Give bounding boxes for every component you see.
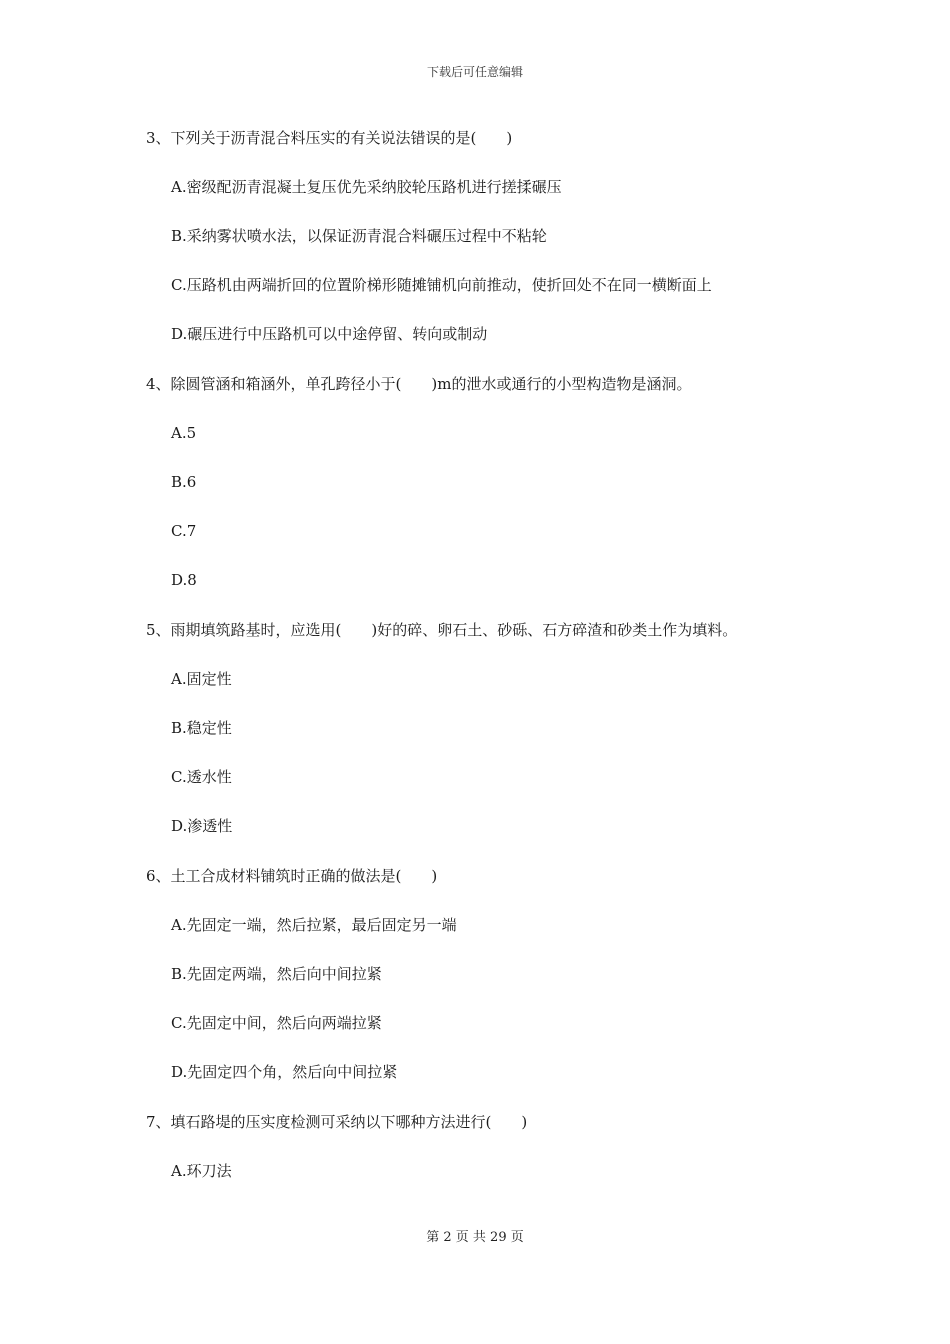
question-3-option-c: C.压路机由两端折回的位置阶梯形随摊铺机向前推动，使折回处不在同一横断面上 [171, 276, 712, 294]
page-footer: 第 2 页 共 29 页 [426, 1230, 524, 1245]
question-6-stem: 6、土工合成材料铺筑时正确的做法是( ) [146, 867, 438, 885]
question-4-option-d: D.8 [171, 571, 197, 589]
question-4-option-b: B.6 [171, 473, 197, 491]
question-6-option-b: B.先固定两端，然后向中间拉紧 [171, 965, 382, 983]
question-4-stem: 4、除圆管涵和箱涵外，单孔跨径小于( )m的泄水或通行的小型构造物是涵洞。 [146, 375, 692, 393]
question-6-option-d: D.先固定四个角，然后向中间拉紧 [171, 1063, 398, 1081]
question-6-option-a: A.先固定一端，然后拉紧，最后固定另一端 [171, 916, 457, 934]
question-4-option-c: C.7 [171, 522, 197, 540]
question-6-option-c: C.先固定中间，然后向两端拉紧 [171, 1014, 382, 1032]
question-3-stem: 3、下列关于沥青混合料压实的有关说法错误的是( ) [146, 129, 513, 147]
question-3-option-d: D.碾压进行中压路机可以中途停留、转向或制动 [171, 325, 488, 343]
question-3-option-b: B.采纳雾状喷水法，以保证沥青混合料碾压过程中不粘轮 [171, 227, 547, 245]
page-header: 下载后可任意编辑 [426, 65, 523, 79]
question-5-option-d: D.渗透性 [171, 817, 233, 835]
question-3-option-a: A.密级配沥青混凝土复压优先采纳胶轮压路机进行搓揉碾压 [171, 178, 562, 196]
question-7-option-a: A.环刀法 [171, 1162, 232, 1180]
question-5-option-a: A.固定性 [171, 670, 232, 688]
question-5-option-b: B.稳定性 [171, 719, 232, 737]
question-4-option-a: A.5 [171, 424, 197, 442]
question-5-option-c: C.透水性 [171, 768, 232, 786]
question-5-stem: 5、雨期填筑路基时，应选用( )好的碎、卵石土、砂砾、石方碎渣和砂类土作为填料。 [146, 621, 738, 639]
question-7-stem: 7、填石路堤的压实度检测可采纳以下哪种方法进行( ) [146, 1113, 528, 1131]
